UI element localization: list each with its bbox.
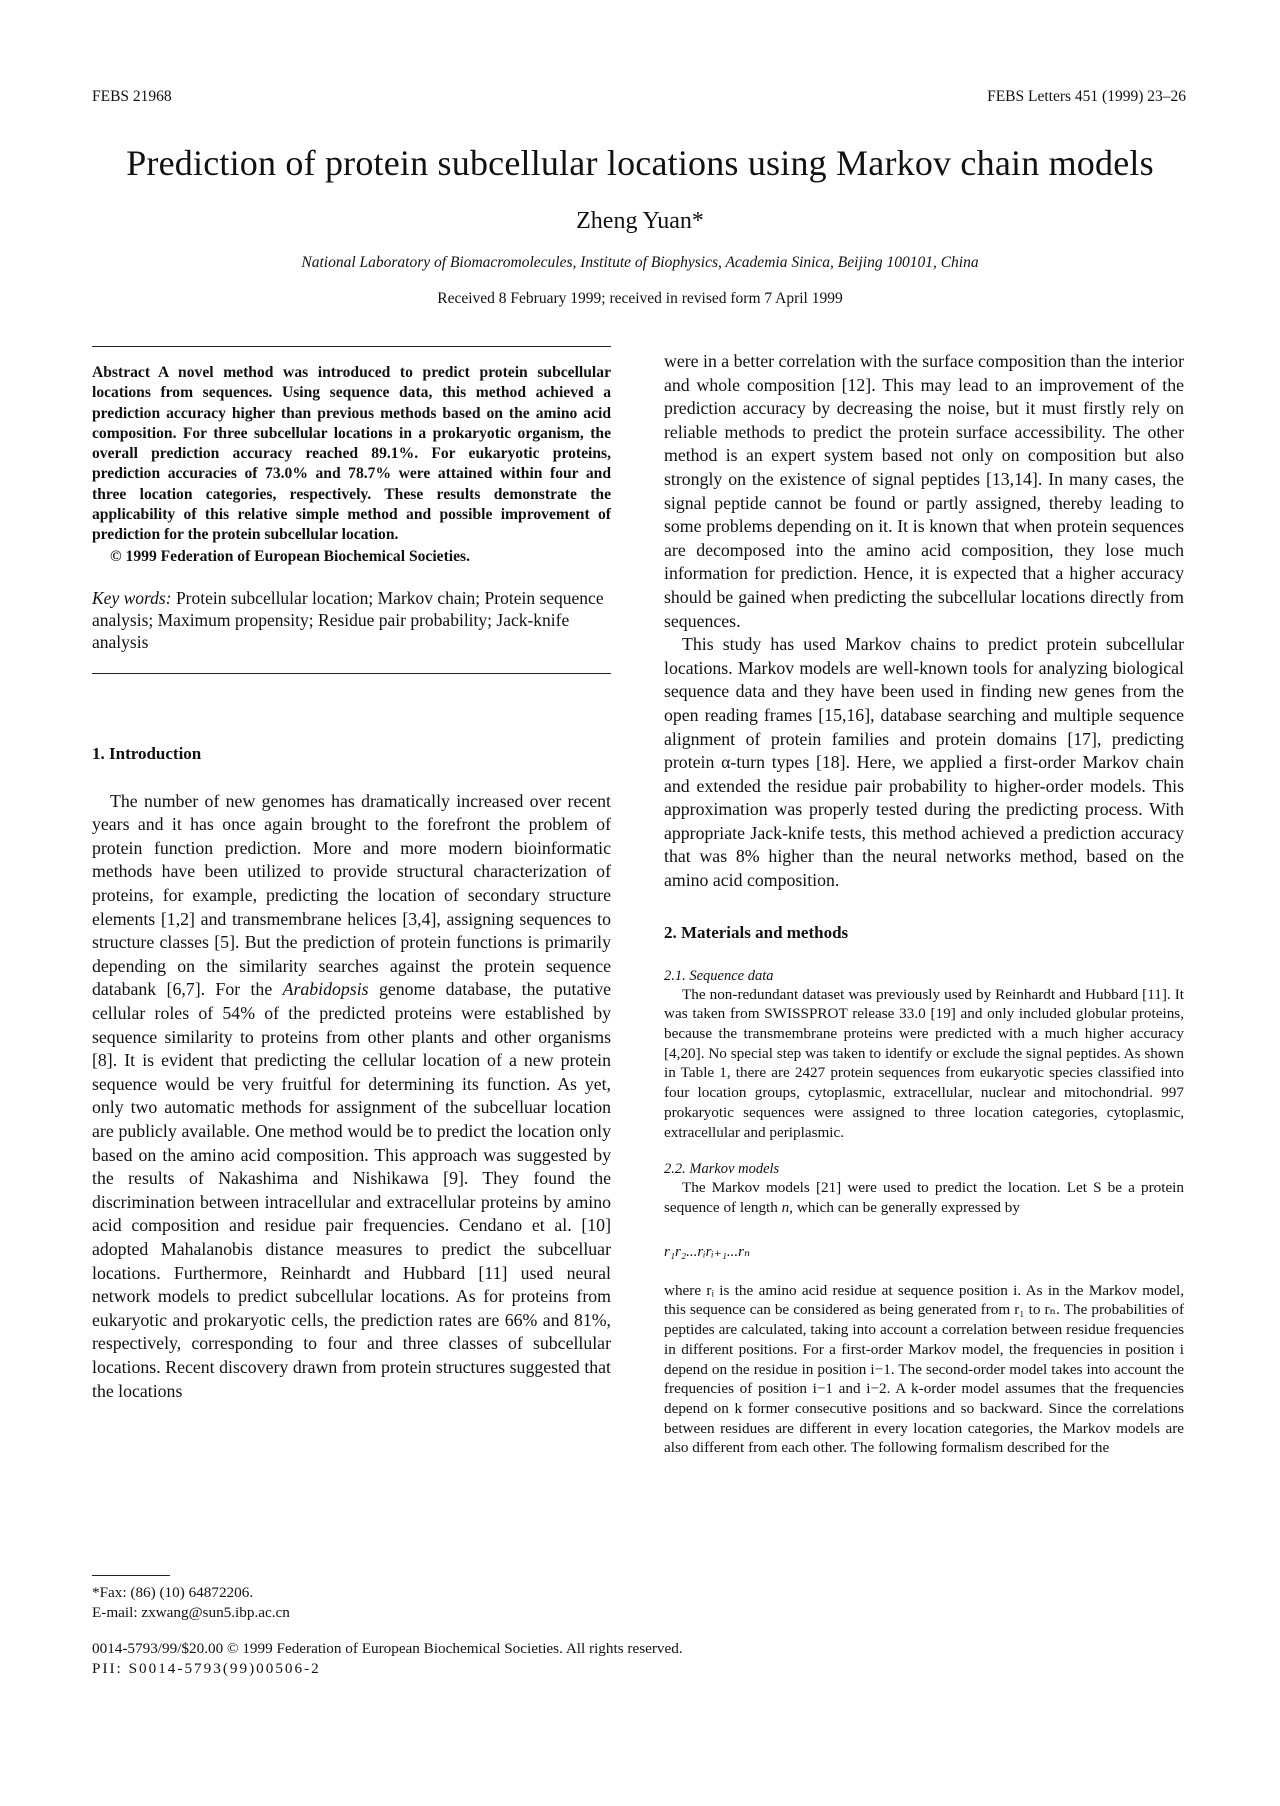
keywords-label: Key words: (92, 587, 172, 608)
intro-p1-part-b: genome database, the putative cellular roles of 54% of the predicted proteins were established by sequence similarity to proteins from other plants and other organisms [8]. It is evident that predicting the cellular location of a new protein sequence would be very fruitful for determining its function. As yet, only two automatic methods for assignment of the subcelluar location are publicly available. One method would be to predict the location only based on the amino acid composition. This approach was suggested by the results of Nakashima and Nishikawa [9]. They found the discrimination between intracellular and extracellular proteins by amino acid composition and residue pair frequencies. Cendano et al. [10] adopted Mahalanobis distance measures to predict the subcelluar locations. Furthermore, Reinhardt and Hubbard [11] used neural network models to predict subcellular locations. As for proteins from eukaryotic and prokaryotic cells, the prediction rates are 66% and 81%, respectively, corresponding to four and three classes of subcellular locations. Recent discovery drawn from protein structures suggested that the locations (92, 979, 611, 1401)
abstract-text: A novel method was introduced to predict protein subcellular locations from sequences. Using sequence data, this method achieved a prediction accuracy higher than previous methods based on the amino acid composition. For three subcellular locations in a prokaryotic organism, the overall prediction accuracy reached 89.1%. For eukaryotic proteins, prediction accuracies of 73.0% and 78.7% were attained within four and three location categories, respectively. These results demonstrate the applicability of this relative simple method and possible improvement of prediction for the protein subcellular location. (92, 364, 611, 544)
footnote-email: E-mail: zxwang@sun5.ibp.ac.cn (92, 1604, 290, 1621)
abstract-copyright: © 1999 Federation of European Biochemical Societies. (110, 547, 471, 565)
article-title: Prediction of protein subcellular locations using Markov chain models (126, 143, 1154, 183)
markov-text-b: , which can be generally expressed by (789, 1198, 1020, 1216)
markov-text-a: The Markov models [21] were used to predict the location. Let S be a protein sequence of length (664, 1179, 1184, 1216)
intro-paragraph-2: were in a better correlation with the surface composition than the interior and whole composition [12]. This may lead to an improvement of the prediction accuracy by decreasing the noise, but it must firstly rely on reliable methods to predict the protein surface accessibility. The other method is an expert system based not only on composition but also strongly on the existence of signal peptides [13,14]. In many cases, the signal peptide cannot be found or partly assigned, thereby leading to some problems depending on it. It is known that when protein sequences are decomposed into the amino acid composition, they lose much information for prediction. Hence, it is expected that a higher accuracy should be gained when predicting the subcellular locations directly from sequences. (664, 351, 1184, 631)
section-heading-introduction: 1. Introduction (92, 743, 202, 763)
subsection-markov-models: 2.2. Markov models (664, 1161, 780, 1178)
running-head-right: FEBS Letters 451 (1999) 23–26 (987, 88, 1186, 105)
markov-models-paragraph-2: where rᵢ is the amino acid residue at sequence position i. As in the Markov model, this sequence can be considered as being generated from r₁ to rₙ. The probabilities of peptides are calculated, taking into account a correlation between residue frequencies in different positions. For a first-order Markov model, the frequencies in position i depend on the residue in position i−1. The second-order model takes into account the frequencies of position i−1 and i−2. A k-order model assumes that the frequencies depend on k former consecutive positions and so backward. Since the correlations between residues are different in every location categories, the Markov models are also different from each other. The following formalism described for the (664, 1281, 1184, 1457)
sequence-data-paragraph: The non-redundant dataset was previously used by Reinhardt and Hubbard [11]. It was taken from SWISSPROT release 33.0 [19] and only included globular proteins, because the transmembrane proteins were predicted with a much higher accuracy [4,20]. No special step was taken to identify or exclude the signal peptides. As shown in Table 1, there are 2427 protein sequences from eukaryotic species classified into four location groups, cytoplasmic, extracellular, nuclear and mitochondrial. 997 prokaryotic sequences were assigned to three location categories, cytoplasmic, extracellular and periplasmic. (664, 985, 1184, 1141)
intro-p1-italic: Arabidopsis (282, 979, 369, 1000)
affiliation: National Laboratory of Biomacromolecules, Institute of Biophysics, Academia Sinica, Beijing 100101, China (301, 254, 979, 271)
subsection-sequence-data: 2.1. Sequence data (664, 967, 774, 984)
received-dates: Received 8 February 1999; received in revised form 7 April 1999 (437, 290, 843, 307)
author: Zheng Yuan* (576, 208, 704, 234)
left-column (92, 346, 611, 1403)
abstract-top-rule (92, 346, 611, 347)
intro-paragraph-1 (92, 790, 611, 1403)
abstract (92, 363, 611, 546)
running-head-left: FEBS 21968 (92, 88, 172, 105)
intro-paragraph-3: This study has used Markov chains to predict protein subcellular locations. Markov models are well-known tools for analyzing biological sequence data and they have been used in finding new genes from the open reading frames [15,16], database searching and multiple sequence alignment of protein families and protein domains [17], predicting protein α-turn types [18]. Here, we applied a first-order Markov chain and extended the residue pair probability to higher-order models. This approximation was properly tested during the predicting process. With appropriate Jack-knife tests, this method achieved a prediction accuracy that was 8% higher than the neural networks method, based on the amino acid composition. (664, 634, 1184, 891)
keywords (92, 587, 611, 653)
markov-text-n: n (781, 1198, 790, 1216)
footnote-fax: *Fax: (86) (10) 64872206. (92, 1584, 254, 1601)
footnote-rule (92, 1575, 170, 1576)
sequence-formula: r₁r₂...rᵢrᵢ₊₁...rₙ (664, 1243, 751, 1260)
keywords-text: Protein subcellular location; Markov chain; Protein sequence analysis; Maximum propensity; Residue pair probability; Jack-knife analysis (92, 587, 604, 652)
abstract-label: Abstract (92, 364, 151, 381)
right-column (664, 350, 1184, 1458)
section-heading-methods: 2. Materials and methods (664, 922, 849, 942)
footer-issn: 0014-5793/99/$20.00 © 1999 Federation of European Biochemical Societies. All rights reserved. (92, 1640, 683, 1657)
markov-models-paragraph (664, 1178, 1184, 1217)
intro-p1-part-a: The number of new genomes has dramatically increased over recent years and it has once again brought to the forefront the problem of protein function prediction. More and more modern bioinformatic methods have been utilized to provide structural characterization of proteins, for example, predicting the location of secondary structure elements [1,2] and transmembrane helices [3,4], assigning sequences to structure classes [5]. But the prediction of protein functions is primarily depending on the similarity searches against the protein sequence databank [6,7]. For the (92, 790, 611, 1000)
footer-pii: PII: S0014-5793(99)00506-2 (92, 1660, 321, 1677)
